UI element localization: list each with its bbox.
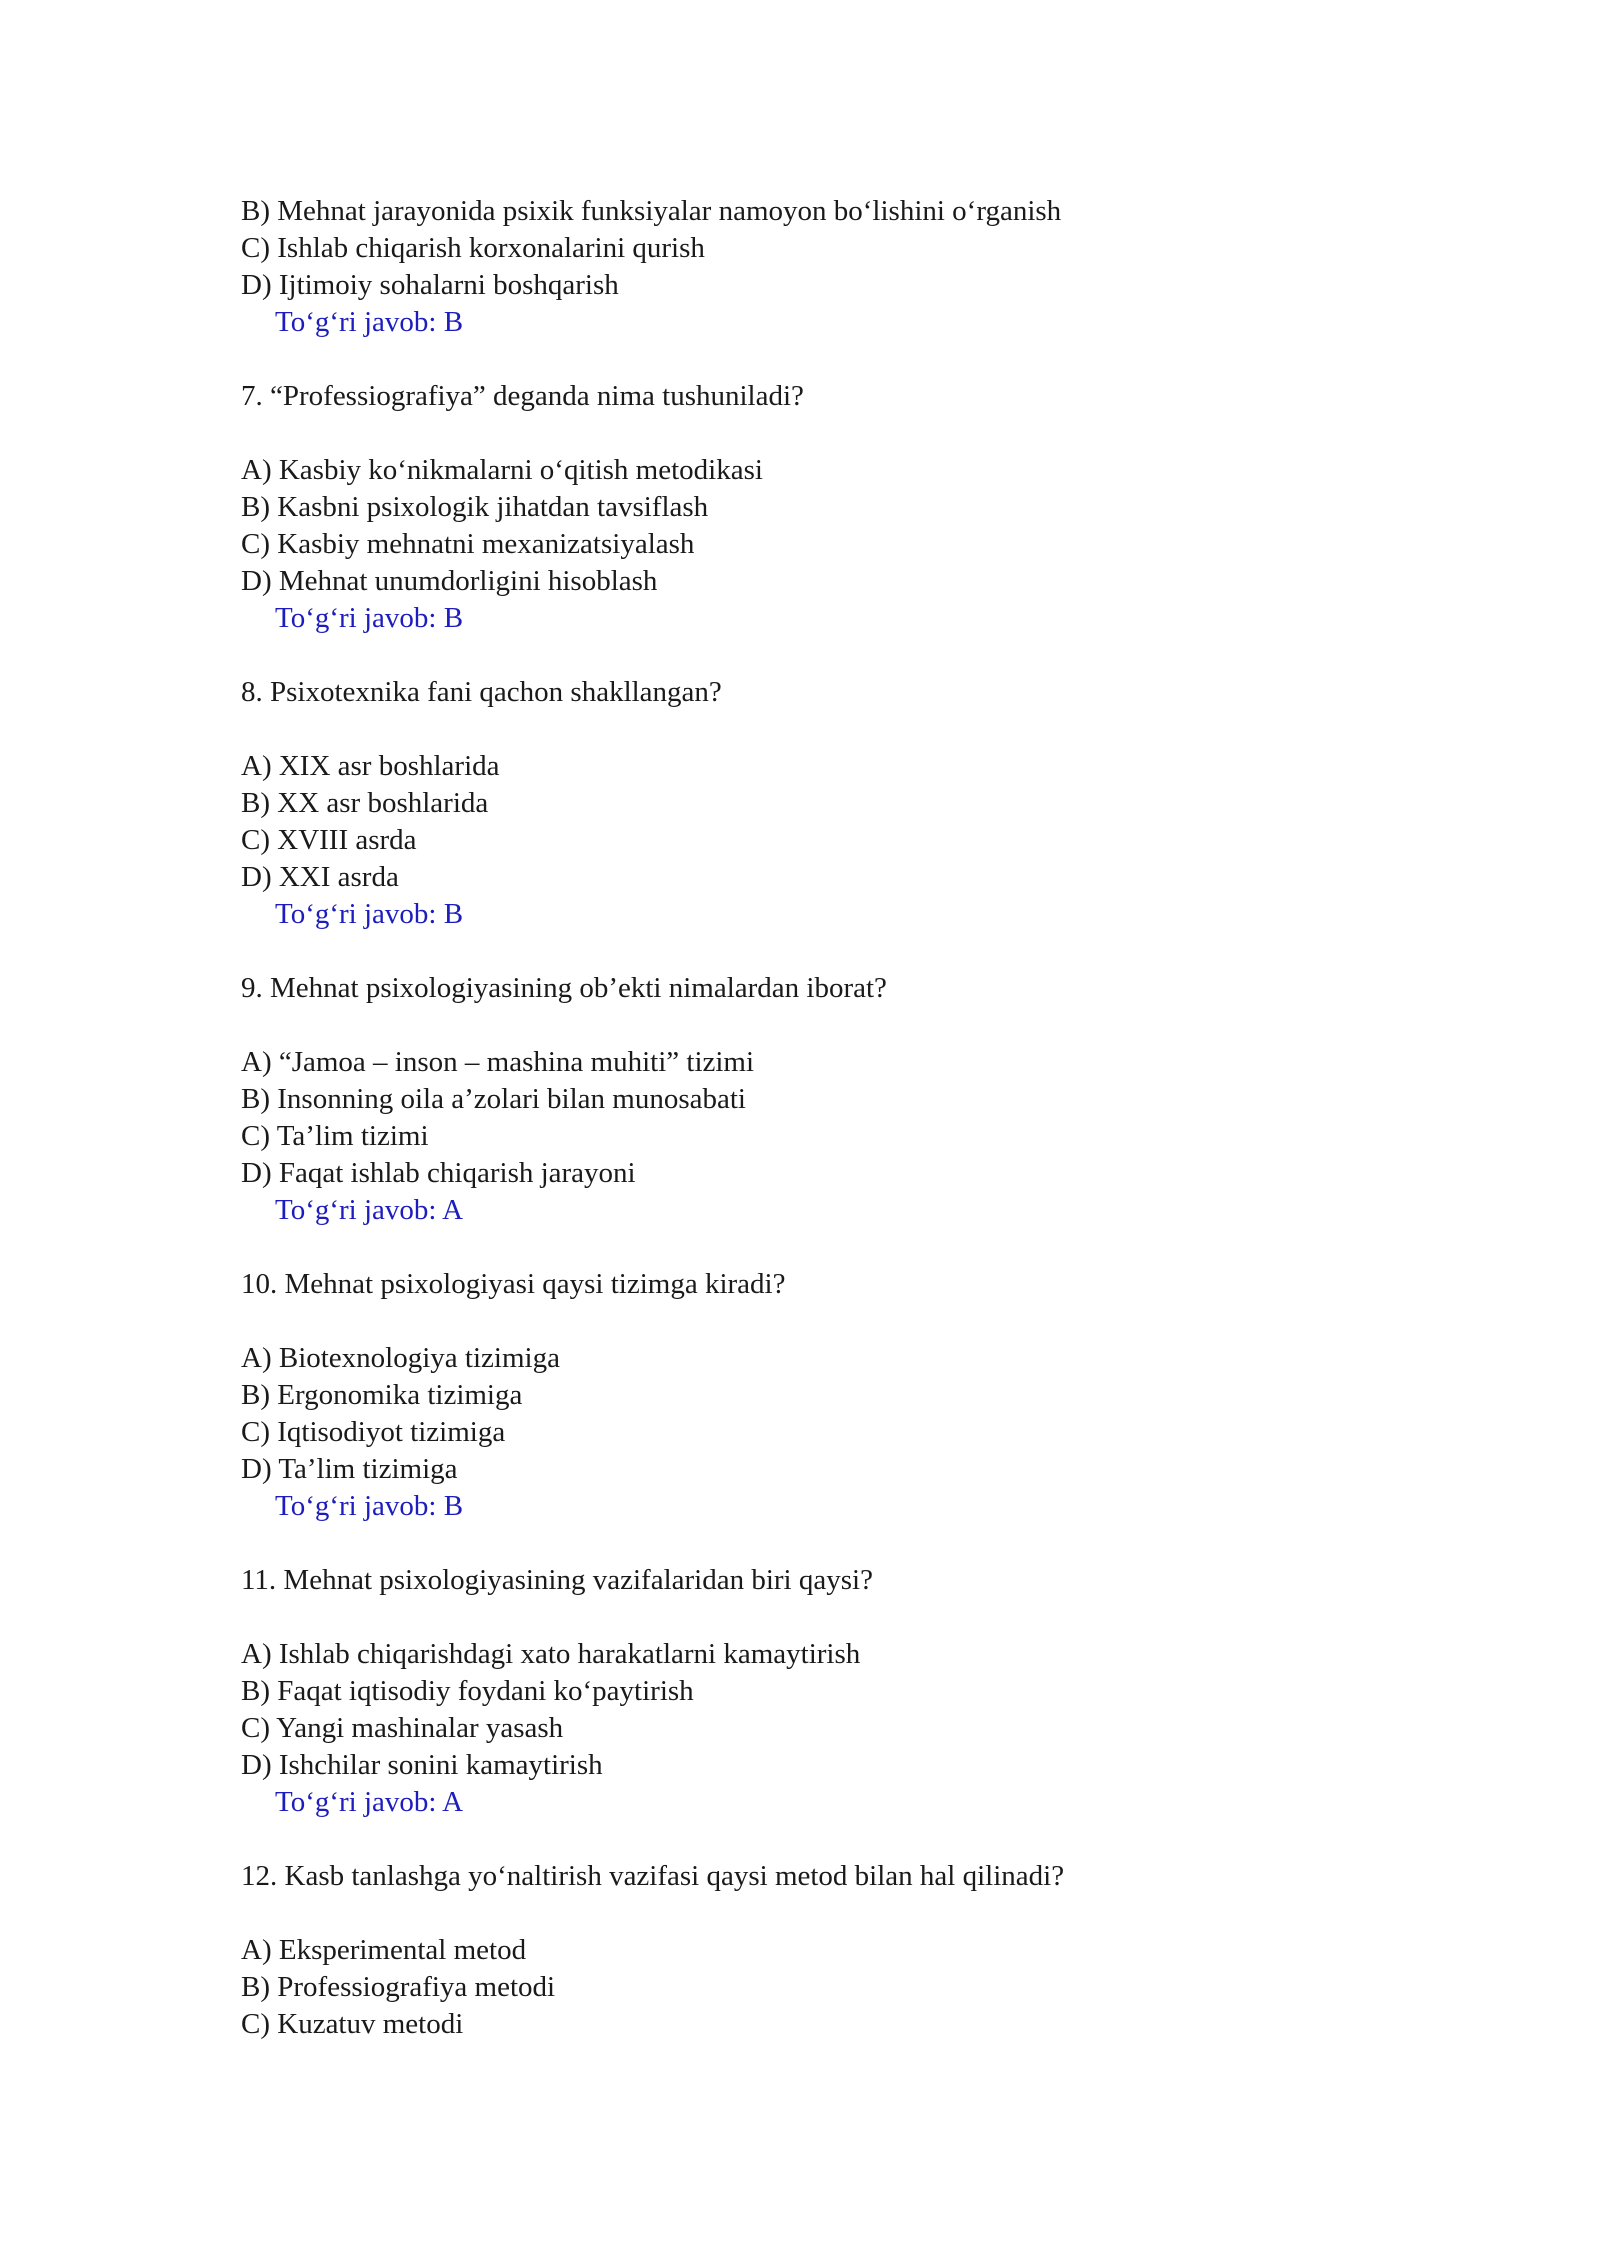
question-text: 10. Mehnat psixologiyasi qaysi tizimga kiradi? [241,1268,786,1300]
option-a: A) Ishlab chiqarishdagi xato harakatlarni kamaytirish [241,1638,861,1670]
correct-answer: To‘g‘ri javob: B [275,1490,464,1522]
option-b: B) Ergonomika tizimiga [241,1379,523,1411]
document-page [241,193,1491,2043]
correct-answer: To‘g‘ri javob: A [275,1786,464,1818]
option-d: D) Ishchilar sonini kamaytirish [241,1749,603,1781]
option-a: A) Eksperimental metod [241,1934,527,1966]
option-b: B) Kasbni psixologik jihatdan tavsiflash [241,491,709,523]
question-block-12 [241,1858,1491,2043]
option-c: C) Kasbiy mehnatni mexanizatsiyalash [241,528,695,560]
option-d: D) XXI asrda [241,861,399,893]
question-block-9 [241,970,1491,1229]
option-b: B) Faqat iqtisodiy foydani ko‘paytirish [241,1675,694,1707]
option-a: A) XIX asr boshlarida [241,750,500,782]
option-a: A) Biotexnologiya tizimiga [241,1342,560,1374]
question-block-7 [241,378,1491,637]
option-c: C) Kuzatuv metodi [241,2008,464,2040]
question-text: 12. Kasb tanlashga yo‘naltirish vazifasi qaysi metod bilan hal qilinadi? [241,1860,1065,1892]
question-text: 9. Mehnat psixologiyasining ob’ekti nimalardan iborat? [241,972,887,1004]
option-c: C) Yangi mashinalar yasash [241,1712,564,1744]
correct-answer: To‘g‘ri javob: B [275,306,464,338]
option-b: B) Mehnat jarayonida psixik funksiyalar namoyon bo‘lishini o‘rganish [241,195,1062,227]
question-block-11 [241,1562,1491,1821]
question-text: 11. Mehnat psixologiyasining vazifalaridan biri qaysi? [241,1564,873,1596]
correct-answer: To‘g‘ri javob: A [275,1194,464,1226]
question-text: 8. Psixotexnika fani qachon shakllangan? [241,676,722,708]
option-c: C) Ta’lim tizimi [241,1120,429,1152]
option-b: B) XX asr boshlarida [241,787,489,819]
option-a: A) “Jamoa – inson – mashina muhiti” tizimi [241,1046,755,1078]
option-b: B) Insonning oila a’zolari bilan munosabati [241,1083,746,1115]
question-text: 7. “Professiografiya” deganda nima tushuniladi? [241,380,804,412]
option-d: D) Ta’lim tizimiga [241,1453,458,1485]
correct-answer: To‘g‘ri javob: B [275,898,464,930]
option-b: B) Professiografiya metodi [241,1971,556,2003]
correct-answer: To‘g‘ri javob: B [275,602,464,634]
option-d: D) Faqat ishlab chiqarish jarayoni [241,1157,636,1189]
question-block-6-continued [241,193,1491,341]
question-block-8 [241,674,1491,933]
option-a: A) Kasbiy ko‘nikmalarni o‘qitish metodikasi [241,454,763,486]
option-c: C) Iqtisodiyot tizimiga [241,1416,506,1448]
question-block-10 [241,1266,1491,1525]
option-c: C) Ishlab chiqarish korxonalarini qurish [241,232,705,264]
option-c: C) XVIII asrda [241,824,417,856]
option-d: D) Ijtimoiy sohalarni boshqarish [241,269,619,301]
option-d: D) Mehnat unumdorligini hisoblash [241,565,658,597]
